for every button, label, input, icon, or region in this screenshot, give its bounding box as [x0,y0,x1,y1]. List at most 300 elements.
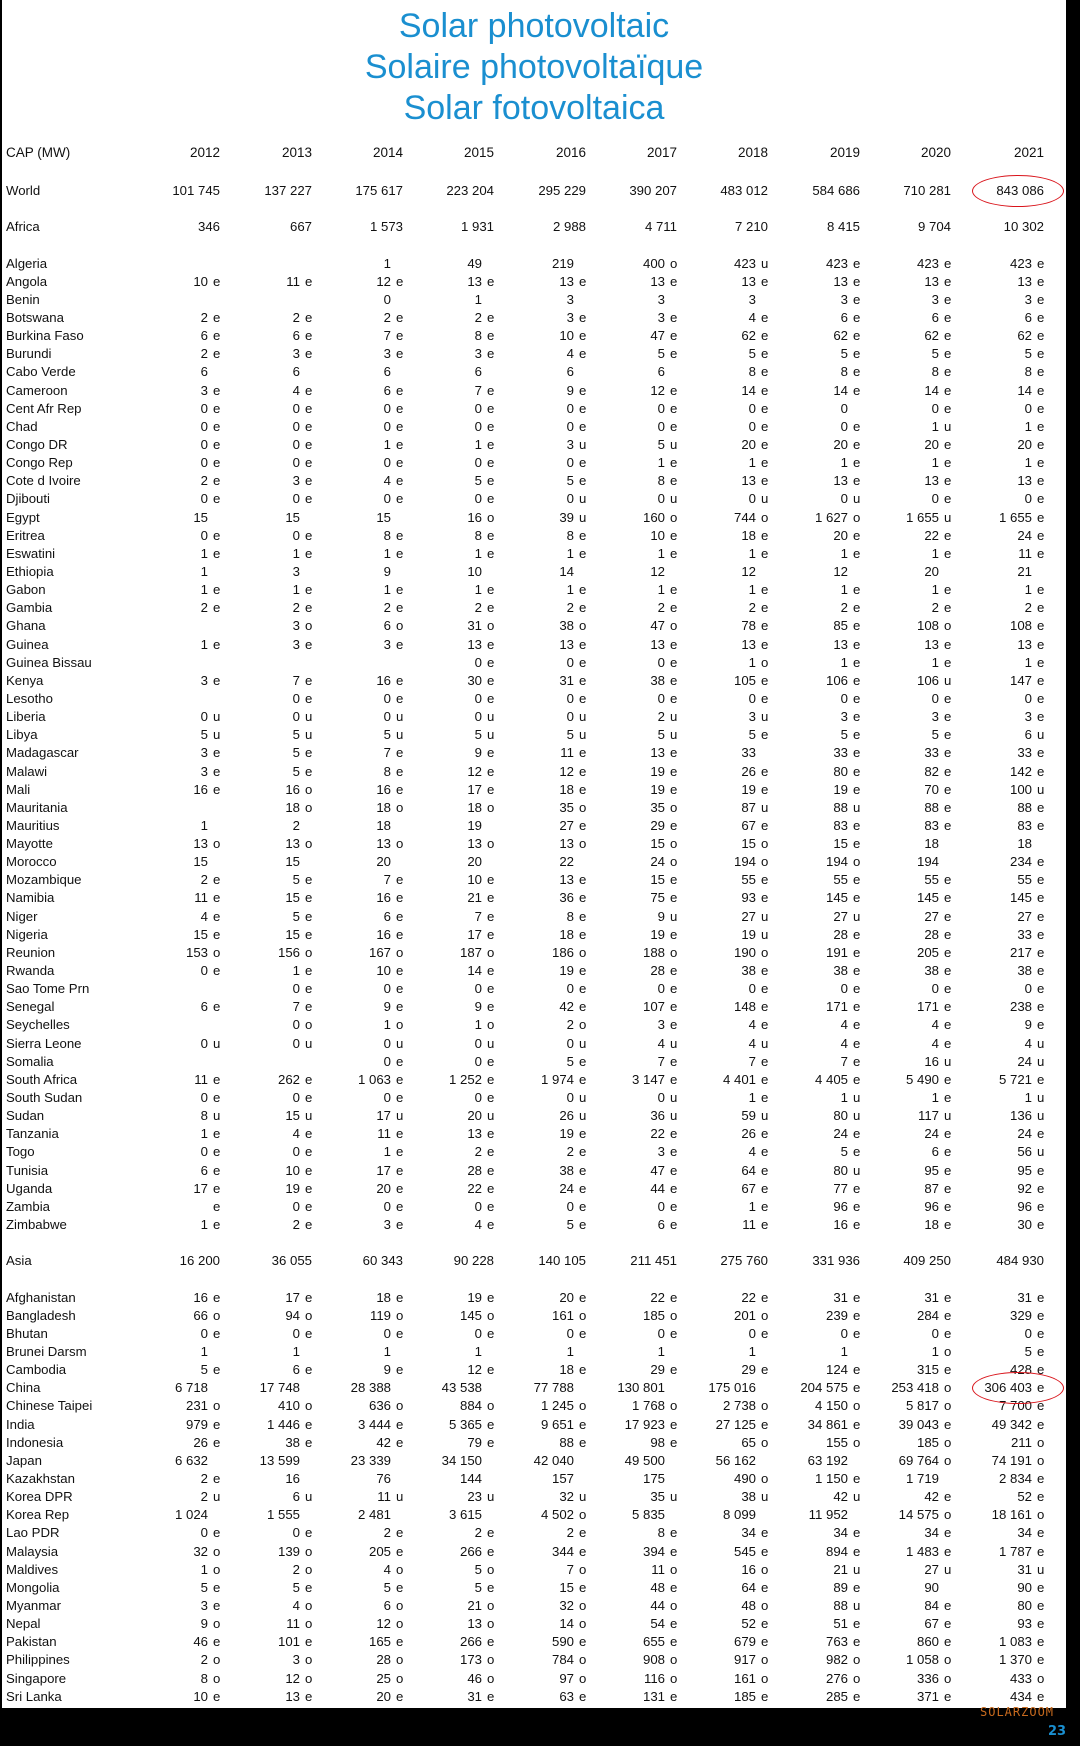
value-cell: 1 [931,582,939,598]
value-cell: 0 [474,1035,482,1051]
value-cell: 5 [474,1561,482,1577]
estimate-flag: o [487,1616,495,1632]
value-cell: 145 [459,1307,482,1323]
value-cell: 0 [383,1090,391,1106]
value-cell: 13 [924,473,939,489]
table-row [2,690,1066,708]
value-cell: 0 [748,491,756,507]
estimate-flag: o [853,1670,861,1686]
value-cell: 1 [383,255,391,271]
value-cell: 0 [383,455,391,471]
estimate-flag: e [761,1634,769,1650]
value-cell: 1 [200,582,208,598]
estimate-flag: e [853,727,861,743]
table-row [2,1143,1066,1161]
value-cell: 0 [1024,1325,1032,1341]
estimate-flag: e [579,1434,587,1450]
value-cell: 6 [657,364,665,380]
value-cell: 24 [1017,1053,1032,1069]
estimate-flag: e [853,999,861,1015]
estimate-flag: e [579,1525,587,1541]
value-cell: 8 [1024,364,1032,380]
value-cell: 157 [551,1470,574,1486]
row-label: Cent Afr Rep [6,400,82,416]
estimate-flag: e [579,926,587,942]
estimate-flag: e [305,473,313,489]
estimate-flag: e [944,328,952,344]
value-cell: 12 [467,763,482,779]
value-cell: 1 [200,1217,208,1233]
value-cell: 8 [840,364,848,380]
estimate-flag: e [487,309,495,325]
value-cell: 1 [200,1344,208,1359]
estimate-flag: e [579,545,587,561]
estimate-flag: u [670,491,678,507]
value-cell: 13 [741,273,756,289]
estimate-flag: u [579,436,587,452]
value-cell: 4 [474,1217,482,1233]
value-cell: 0 [383,1198,391,1214]
row-label: Ghana [6,618,46,634]
value-cell: 584 686 [812,183,860,198]
estimate-flag: e [761,364,769,380]
value-cell: 5 [474,1579,482,1595]
value-cell: 0 [200,418,208,434]
value-cell: 38 [741,1489,756,1505]
value-cell: 156 [277,944,300,960]
table-row [2,1688,1066,1706]
value-cell: 13 [467,636,482,652]
estimate-flag: e [1037,636,1045,652]
estimate-flag: e [1037,709,1045,725]
row-label: Chad [6,418,38,434]
value-cell: 394 [642,1543,665,1559]
value-cell: 0 [383,418,391,434]
table-row [2,853,1066,871]
value-cell: 285 [825,1688,848,1704]
value-cell: 17 748 [259,1380,300,1396]
row-label: Tanzania [6,1126,59,1142]
value-cell: 12 [467,1362,482,1378]
estimate-flag: o [396,1616,404,1632]
estimate-flag: e [396,1525,404,1541]
estimate-flag: e [487,1180,495,1196]
value-cell: 2 [566,600,574,616]
estimate-flag: o [670,618,678,634]
estimate-flag: e [396,926,404,942]
estimate-flag: e [761,527,769,543]
value-cell: 24 [1017,1126,1032,1142]
row-label: Seychelles [6,1017,70,1033]
estimate-flag: o [213,1543,221,1559]
value-cell: 3 [292,346,300,362]
estimate-flag: o [944,1670,952,1686]
estimate-flag: e [944,944,952,960]
estimate-flag: e [670,1688,678,1704]
value-cell: 95 [1017,1162,1032,1178]
estimate-flag: o [305,618,313,634]
value-cell: 49 342 [991,1416,1032,1432]
value-cell: 6 718 [174,1380,208,1396]
estimate-flag: u [944,1053,952,1069]
value-cell: 30 [467,672,482,688]
row-label: Algeria [6,255,48,271]
value-cell: 38 [741,963,756,979]
value-cell: 27 [924,908,939,924]
estimate-flag: e [853,763,861,779]
value-cell: 33 [1017,745,1032,761]
value-cell: 1 719 [905,1470,939,1486]
estimate-flag: e [853,1035,861,1051]
value-cell: 67 [741,817,756,833]
value-cell: 22 [559,854,574,870]
estimate-flag: e [853,1362,861,1378]
estimate-flag: u [853,1090,861,1106]
table-row [2,472,1066,490]
estimate-flag: u [396,727,404,743]
estimate-flag: e [305,672,313,688]
estimate-flag: e [487,1144,495,1160]
estimate-flag: e [213,582,221,598]
value-cell: 139 [277,1543,300,1559]
estimate-flag: e [396,1634,404,1650]
estimate-flag: o [670,1398,678,1414]
estimate-flag: e [1037,1307,1045,1323]
value-cell: 26 [741,1126,756,1142]
value-cell: 13 [741,473,756,489]
value-cell: 2 [383,600,391,616]
estimate-flag: e [213,1434,221,1450]
row-label: South Africa [6,1071,78,1087]
estimate-flag: e [487,400,495,416]
estimate-flag: e [944,473,952,489]
value-cell: 5 [200,1579,208,1595]
value-cell: 55 [833,872,848,888]
value-cell: 329 [1009,1307,1032,1323]
value-cell: 0 [383,709,391,725]
estimate-flag: e [213,346,221,362]
estimate-flag: u [1037,1144,1045,1160]
value-cell: 16 [741,1561,756,1577]
estimate-flag: o [487,1561,495,1577]
value-cell: 34 150 [441,1452,482,1468]
value-cell: 894 [825,1543,848,1559]
value-cell: 31 [559,672,574,688]
estimate-flag: u [579,709,587,725]
estimate-flag: e [396,1053,404,1069]
row-label: Somalia [6,1053,54,1069]
estimate-flag: o [1037,1670,1045,1686]
estimate-flag: o [761,509,769,525]
value-cell: 8 [383,763,391,779]
value-cell: 253 418 [891,1380,939,1396]
estimate-flag: e [670,527,678,543]
estimate-flag: o [579,799,587,815]
estimate-flag: e [670,1162,678,1178]
value-cell: 5 [292,727,300,743]
value-cell: 3 [657,309,665,325]
row-label: Nepal [6,1616,41,1632]
value-cell: 710 281 [903,183,951,198]
estimate-flag: e [579,1416,587,1432]
row-label: Mayotte [6,836,53,852]
value-cell: 33 [1017,926,1032,942]
value-cell: 8 [200,1108,208,1124]
value-cell: 7 [657,1053,665,1069]
estimate-flag: e [1037,1616,1045,1632]
header-year-2013: 2013 [281,145,312,160]
value-cell: 6 [383,908,391,924]
value-cell: 2 [200,473,208,489]
value-cell: 14 [833,382,848,398]
value-cell: 18 [467,799,482,815]
row-label: Cabo Verde [6,364,76,380]
value-cell: 2 [292,817,300,833]
estimate-flag: u [761,908,769,924]
estimate-flag: e [305,600,313,616]
estimate-flag: e [487,328,495,344]
estimate-flag: o [213,1307,221,1323]
estimate-flag: e [944,1144,952,1160]
estimate-flag: e [670,400,678,416]
value-cell: 94 [285,1307,300,1323]
estimate-flag: e [213,672,221,688]
estimate-flag: e [487,963,495,979]
value-cell: 17 [467,926,482,942]
value-cell: 3 [931,709,939,725]
value-cell: 0 [931,1325,939,1341]
value-cell: 17 [285,1289,300,1305]
value-cell: 371 [916,1688,939,1704]
estimate-flag: e [396,600,404,616]
value-cell: 186 [551,944,574,960]
estimate-flag: e [853,872,861,888]
value-cell: 201 [733,1307,756,1323]
value-cell: 0 [840,981,848,997]
value-cell: 1 627 [814,509,848,525]
value-cell: 3 [200,763,208,779]
value-cell: 24 [924,1126,939,1142]
value-cell: 1 [200,1561,208,1577]
estimate-flag: e [761,455,769,471]
estimate-flag: e [1037,1652,1045,1668]
estimate-flag: e [853,273,861,289]
estimate-flag: u [213,709,221,725]
value-cell: 5 [1024,346,1032,362]
table-row [2,708,1066,726]
value-cell: 34 861 [807,1416,848,1432]
estimate-flag: e [1037,1416,1045,1432]
estimate-flag: e [1037,672,1045,688]
estimate-flag: e [761,872,769,888]
value-cell: 3 [657,1017,665,1033]
estimate-flag: e [853,309,861,325]
estimate-flag: e [761,1579,769,1595]
value-cell: 64 [741,1579,756,1595]
estimate-flag: e [305,1579,313,1595]
value-cell: 27 [559,817,574,833]
value-cell: 0 [383,291,391,307]
estimate-flag: e [1037,1017,1045,1033]
value-cell: 0 [566,455,574,471]
estimate-flag: o [761,1652,769,1668]
value-cell: 21 [1017,563,1032,579]
estimate-flag: e [670,1543,678,1559]
value-cell: 161 [551,1307,574,1323]
value-cell: 3 [200,672,208,688]
value-cell: 15 [741,836,756,852]
estimate-flag: e [1037,1162,1045,1178]
value-cell: 11 [377,1126,391,1142]
value-cell: 14 [1017,382,1032,398]
value-cell: 667 [289,219,312,235]
value-cell: 18 [924,1217,939,1233]
row-label: Djibouti [6,491,50,507]
value-cell: 20 [741,436,756,452]
estimate-flag: u [761,1108,769,1124]
estimate-flag: e [1037,926,1045,942]
estimate-flag: e [213,1597,221,1613]
estimate-flag: e [579,455,587,471]
value-cell: 0 [474,709,482,725]
estimate-flag: e [305,999,313,1015]
estimate-flag: e [396,1217,404,1233]
value-cell: 8 [383,527,391,543]
value-cell: 1 [748,455,756,471]
value-cell: 5 [292,1579,300,1595]
value-cell: 1 [383,1344,391,1359]
estimate-flag: e [487,600,495,616]
value-cell: 2 [566,1017,574,1033]
value-cell: 3 [200,382,208,398]
value-cell: 0 [566,1198,574,1214]
estimate-flag: e [487,908,495,924]
value-cell: 4 405 [814,1071,848,1087]
value-cell: 1 [931,418,939,434]
value-cell: 0 [474,1325,482,1341]
value-cell: 14 [924,382,939,398]
estimate-flag: e [396,1090,404,1106]
value-cell: 8 [657,1525,665,1541]
value-cell: 36 055 [271,1253,312,1269]
value-cell: 1 655 [905,509,939,525]
value-cell: 142 [1009,763,1032,779]
value-cell: 6 [931,1144,939,1160]
estimate-flag: e [761,618,769,634]
estimate-flag: o [579,1398,587,1414]
estimate-flag: e [213,400,221,416]
estimate-flag: e [761,890,769,906]
estimate-flag: e [487,1416,495,1432]
estimate-flag: e [305,908,313,924]
table-row [2,527,1066,545]
row-label: Mauritania [6,799,68,815]
value-cell: 9 [383,999,391,1015]
estimate-flag: e [213,1579,221,1595]
value-cell: 266 [459,1543,482,1559]
value-cell: 11 952 [808,1507,848,1523]
estimate-flag: e [853,1180,861,1196]
estimate-flag: e [305,763,313,779]
value-cell: 17 [376,1162,391,1178]
estimate-flag: e [670,1579,678,1595]
value-cell: 860 [916,1634,939,1650]
row-label: Lesotho [6,690,53,706]
value-cell: 12 [376,1616,391,1632]
estimate-flag: u [396,709,404,725]
estimate-flag: e [579,309,587,325]
estimate-flag: e [1037,1289,1045,1305]
estimate-flag: u [396,1108,404,1124]
value-cell: 4 [1024,1035,1032,1051]
estimate-flag: e [1037,1362,1045,1378]
table-row [2,1597,1066,1615]
value-cell: 6 [383,1597,391,1613]
estimate-flag: o [305,1670,313,1686]
value-cell: 22 [467,1180,482,1196]
estimate-flag: e [853,636,861,652]
estimate-flag: e [579,1289,587,1305]
value-cell: 1 [931,654,939,670]
table-row [2,1035,1066,1053]
estimate-flag: e [305,963,313,979]
estimate-flag: u [487,727,495,743]
value-cell: 8 [931,364,939,380]
value-cell: 1 [748,1198,756,1214]
value-cell: 7 [748,1053,756,1069]
value-cell: 5 490 [905,1071,939,1087]
value-cell: 13 [559,273,574,289]
estimate-flag: e [396,1180,404,1196]
value-cell: 4 [383,1561,391,1577]
estimate-flag: e [944,1634,952,1650]
value-cell: 4 [292,1597,300,1613]
estimate-flag: e [670,690,678,706]
estimate-flag: o [579,944,587,960]
estimate-flag: e [487,1688,495,1704]
table-row [2,599,1066,617]
value-cell: 13 [833,636,848,652]
value-cell: 1 [1024,582,1032,598]
estimate-flag: e [396,1198,404,1214]
estimate-flag: e [944,255,952,271]
estimate-flag: e [853,781,861,797]
estimate-flag: e [396,1362,404,1378]
value-cell: 38 [285,1434,300,1450]
value-cell: 2 [200,872,208,888]
estimate-flag: e [853,1144,861,1160]
estimate-flag: e [761,582,769,598]
estimate-flag: u [305,727,313,743]
estimate-flag: e [761,1198,769,1214]
value-cell: 1 [748,1090,756,1106]
row-spacer [2,236,1066,254]
estimate-flag: e [213,328,221,344]
value-cell: 4 [931,1017,939,1033]
estimate-flag: e [944,382,952,398]
value-cell: 18 [559,781,574,797]
estimate-flag: e [487,418,495,434]
row-label: Morocco [6,854,57,870]
estimate-flag: e [1037,455,1045,471]
table-row [2,763,1066,781]
estimate-flag: e [213,527,221,543]
value-cell: 20 [833,527,848,543]
estimate-flag: o [305,799,313,815]
estimate-flag: e [396,1543,404,1559]
value-cell: 433 [1009,1670,1032,1686]
value-cell: 1 [566,545,574,561]
